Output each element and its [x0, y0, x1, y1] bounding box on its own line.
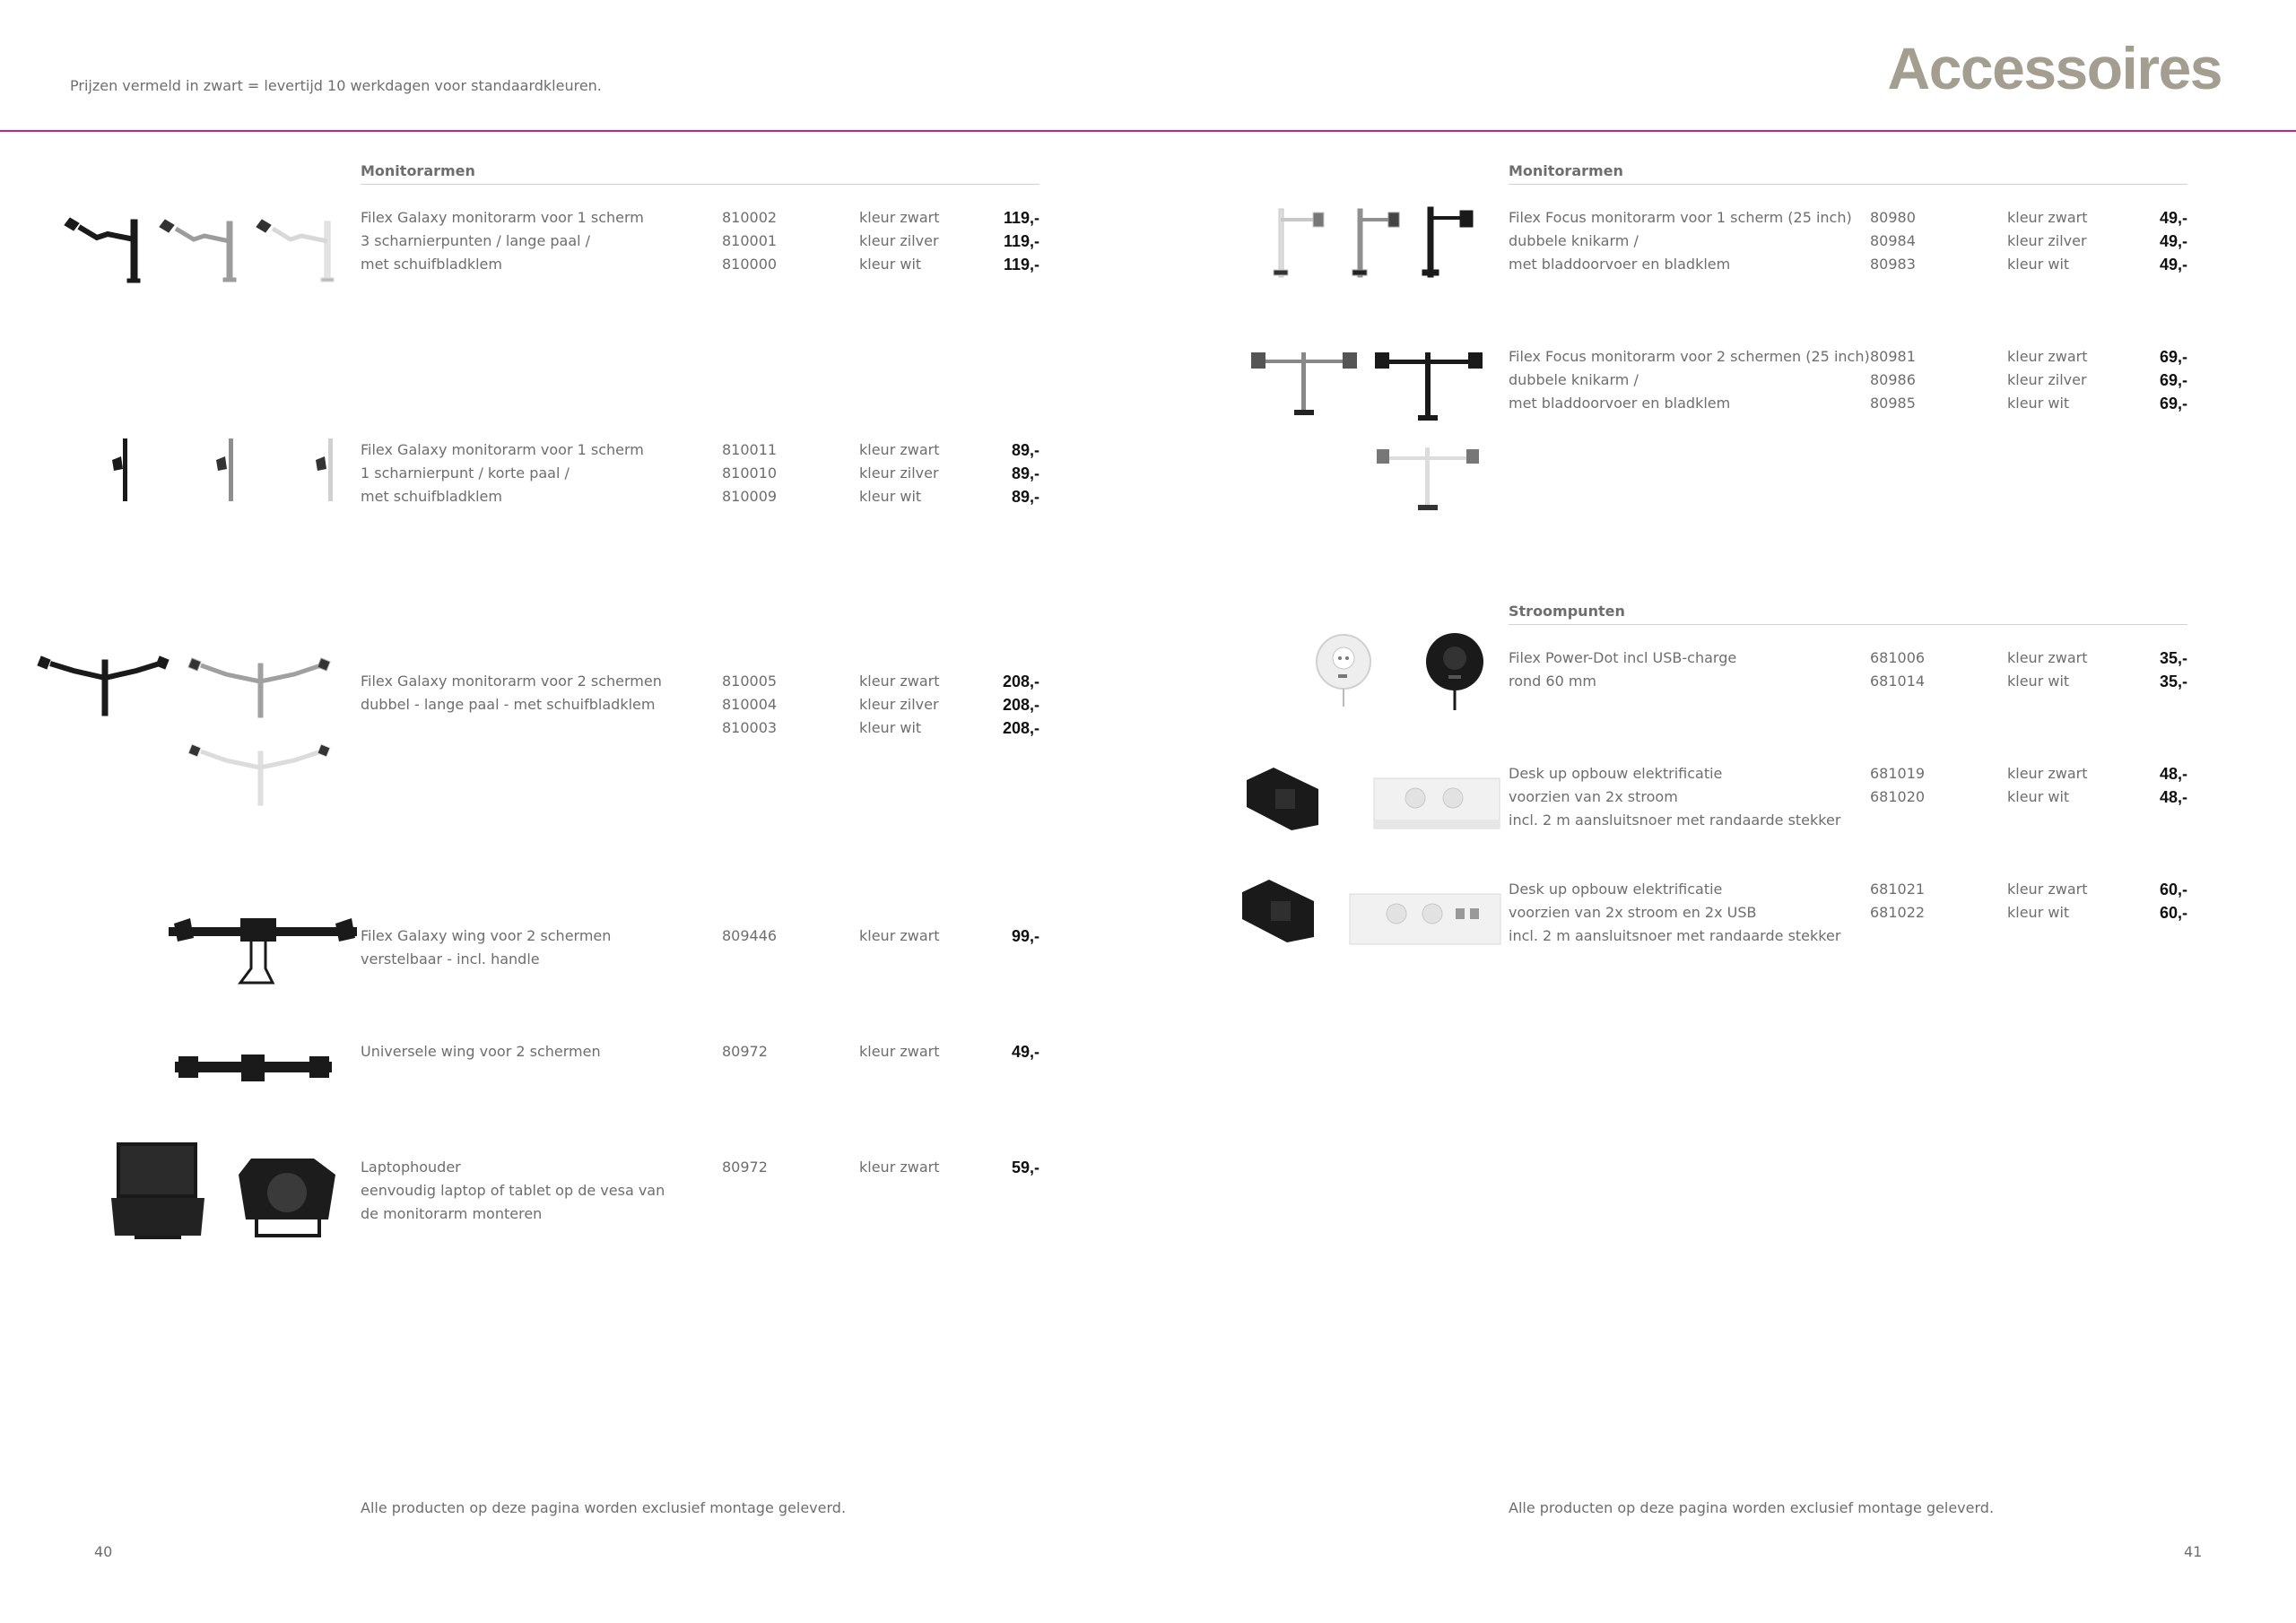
product-description: Filex Galaxy monitorarm voor 1 scherm [361, 441, 644, 458]
product-code: 80972 [722, 1043, 768, 1060]
product-description: met bladdoorvoer en bladklem [1509, 395, 1731, 412]
product-code: 80986 [1870, 371, 1916, 388]
wing-handle-image [169, 906, 357, 995]
product-color-column [859, 924, 940, 948]
product-price-column [950, 206, 1039, 276]
product-code: 681020 [1870, 788, 1926, 805]
universal-wing-image [175, 1051, 332, 1087]
price-note: Prijzen vermeld in zwart = levertijd 10 werkdagen voor standaardkleuren. [70, 77, 602, 94]
product-code-column [722, 1040, 768, 1063]
product-price-column [2098, 878, 2187, 924]
product-color-column [2007, 878, 2088, 924]
product-description: incl. 2 m aansluitsnoer met randaarde stekker [1509, 927, 1841, 944]
product-price: 49,- [1011, 1043, 1039, 1061]
product-code-column [1870, 762, 1925, 809]
product-code-column [1870, 878, 1925, 924]
product-price-column [2098, 647, 2187, 693]
product-color: kleur wit [2007, 788, 2070, 805]
product-description: eenvoudig laptop of tablet op de vesa van [361, 1182, 665, 1199]
product-color: kleur wit [2007, 673, 2070, 690]
monitor-arm-image [63, 211, 341, 287]
product-code: 681021 [1870, 881, 1926, 898]
product-color: kleur zwart [2007, 649, 2088, 666]
product-code: 810005 [722, 673, 778, 690]
product-code: 681006 [1870, 649, 1926, 666]
product-description: incl. 2 m aansluitsnoer met randaarde stekker [1509, 812, 1841, 829]
product-color: kleur zilver [859, 464, 939, 482]
product-color: kleur zwart [2007, 881, 2088, 898]
product-description: 3 scharnierpunten / lange paal / [361, 232, 591, 249]
product-description-column [1509, 647, 1736, 693]
product-color-column [2007, 206, 2088, 276]
focus-dual-arm-image [1242, 345, 1484, 525]
product-price-column [2098, 206, 2187, 276]
product-price-column [2098, 762, 2187, 809]
footer-note-right: Alle producten op deze pagina worden exclusief montage geleverd. [1509, 1499, 1995, 1516]
product-code-column [1870, 206, 1916, 276]
product-color-column [2007, 345, 2088, 415]
product-price: 59,- [1011, 1159, 1039, 1176]
product-color: kleur zwart [2007, 209, 2088, 226]
product-description-column [361, 206, 644, 276]
product-description: voorzien van 2x stroom [1509, 788, 1678, 805]
product-code-column [1870, 345, 1916, 415]
product-price: 119,- [1003, 232, 1039, 250]
product-color: kleur zwart [859, 1159, 940, 1176]
product-code-column [722, 924, 777, 948]
product-price: 35,- [2159, 673, 2187, 690]
product-price: 69,- [2159, 348, 2187, 366]
product-description: rond 60 mm [1509, 673, 1597, 690]
product-description: Filex Focus monitorarm voor 2 schermen (25 inch) [1509, 348, 1870, 365]
product-description: dubbele knikarm / [1509, 232, 1639, 249]
power-dot-image [1309, 628, 1489, 713]
product-description-column [361, 924, 611, 971]
page-title: Accessoires [1887, 35, 2222, 101]
product-color-column [859, 670, 940, 740]
product-code: 681019 [1870, 765, 1926, 782]
product-price-column [950, 924, 1039, 948]
product-price: 208,- [1002, 696, 1039, 714]
product-color: kleur wit [2007, 395, 2070, 412]
product-code: 80981 [1870, 348, 1916, 365]
product-color: kleur zwart [859, 673, 940, 690]
product-description-column [1509, 206, 1852, 276]
product-code: 810004 [722, 696, 778, 713]
page-number-right: 41 [2184, 1543, 2203, 1560]
product-price: 60,- [2159, 881, 2187, 898]
section-title-monitorarmen-left: Monitorarmen [361, 162, 1039, 185]
product-color-column [859, 1156, 940, 1179]
product-price: 49,- [2159, 256, 2187, 273]
product-description-column [1509, 345, 1870, 415]
product-description: Filex Power-Dot incl USB-charge [1509, 649, 1737, 666]
product-price-column [950, 670, 1039, 740]
product-description: Filex Galaxy monitorarm voor 1 scherm [361, 209, 644, 226]
product-color: kleur zwart [859, 927, 940, 944]
header-divider [0, 130, 2296, 132]
product-price-column [950, 1156, 1039, 1179]
product-color: kleur zilver [2007, 371, 2087, 388]
focus-arm-image [1265, 202, 1484, 282]
product-price: 69,- [2159, 371, 2187, 389]
section-title-stroompunten: Stroompunten [1509, 603, 2187, 625]
product-description: Filex Galaxy monitorarm voor 2 schermen [361, 673, 662, 690]
product-price: 49,- [2159, 232, 2187, 250]
product-code-column [1870, 647, 1925, 693]
product-price: 208,- [1002, 719, 1039, 737]
product-color-column [859, 438, 940, 508]
product-description-column [361, 1156, 665, 1226]
product-code: 80980 [1870, 209, 1916, 226]
desk-up-usb-image [1233, 874, 1502, 950]
product-code: 681022 [1870, 904, 1926, 921]
product-code: 810011 [722, 441, 778, 458]
product-price: 99,- [1011, 927, 1039, 945]
product-color: kleur wit [859, 488, 922, 505]
product-price: 89,- [1011, 464, 1039, 482]
product-price: 119,- [1003, 209, 1039, 227]
product-description-column [1509, 762, 1840, 832]
product-description: Filex Focus monitorarm voor 1 scherm (25 inch) [1509, 209, 1852, 226]
product-code-column [722, 670, 777, 740]
product-description: verstelbaar - incl. handle [361, 950, 540, 968]
product-color: kleur zilver [859, 696, 939, 713]
monitor-arm-short-image [103, 435, 336, 507]
product-description: Desk up opbouw elektrificatie [1509, 765, 1723, 782]
product-code-column [722, 1156, 768, 1179]
product-color-column [859, 1040, 940, 1063]
product-code: 80972 [722, 1159, 768, 1176]
product-price: 48,- [2159, 765, 2187, 783]
product-color-column [2007, 762, 2088, 809]
product-price: 89,- [1011, 441, 1039, 459]
product-color: kleur zwart [859, 441, 940, 458]
dual-monitor-arm-image [38, 653, 338, 814]
product-price: 49,- [2159, 209, 2187, 227]
footer-note-left: Alle producten op deze pagina worden exclusief montage geleverd. [361, 1499, 847, 1516]
product-description-column [361, 438, 644, 508]
product-price: 35,- [2159, 649, 2187, 667]
product-code-column [722, 206, 777, 276]
product-description-column [361, 670, 662, 716]
product-color: kleur zilver [859, 232, 939, 249]
product-color: kleur zwart [859, 1043, 940, 1060]
product-description: met schuifbladklem [361, 488, 502, 505]
product-code: 809446 [722, 927, 778, 944]
product-price-column [2098, 345, 2187, 415]
laptop-holder-image [108, 1139, 350, 1246]
product-code: 810010 [722, 464, 778, 482]
product-code: 810002 [722, 209, 778, 226]
desk-up-image [1238, 762, 1502, 838]
product-code: 681014 [1870, 673, 1926, 690]
product-price: 48,- [2159, 788, 2187, 806]
product-color: kleur zwart [2007, 348, 2088, 365]
product-description-column [1509, 878, 1840, 948]
product-color-column [2007, 647, 2088, 693]
product-price: 89,- [1011, 488, 1039, 506]
product-price: 60,- [2159, 904, 2187, 922]
product-description: Desk up opbouw elektrificatie [1509, 881, 1723, 898]
product-description: voorzien van 2x stroom en 2x USB [1509, 904, 1757, 921]
product-description: met schuifbladklem [361, 256, 502, 273]
product-code: 80985 [1870, 395, 1916, 412]
product-color: kleur zilver [2007, 232, 2087, 249]
product-description: Filex Galaxy wing voor 2 schermen [361, 927, 612, 944]
product-description: 1 scharnierpunt / korte paal / [361, 464, 570, 482]
product-color: kleur wit [2007, 256, 2070, 273]
product-color-column [859, 206, 940, 276]
product-code: 810003 [722, 719, 778, 736]
product-color: kleur zwart [2007, 765, 2088, 782]
product-color: kleur wit [859, 256, 922, 273]
product-price: 119,- [1003, 256, 1039, 273]
page-number-left: 40 [94, 1543, 113, 1560]
product-description: Universele wing voor 2 schermen [361, 1043, 601, 1060]
section-title-monitorarmen-right: Monitorarmen [1509, 162, 2187, 185]
product-price-column [950, 438, 1039, 508]
product-description: met bladdoorvoer en bladklem [1509, 256, 1731, 273]
product-description-column [361, 1040, 601, 1063]
product-code: 80983 [1870, 256, 1916, 273]
product-color: kleur wit [859, 719, 922, 736]
product-description: Laptophouder [361, 1159, 461, 1176]
product-code: 810001 [722, 232, 778, 249]
product-description: de monitorarm monteren [361, 1205, 543, 1222]
product-price-column [950, 1040, 1039, 1063]
product-code: 80984 [1870, 232, 1916, 249]
product-price: 208,- [1002, 673, 1039, 690]
product-color: kleur wit [2007, 904, 2070, 921]
product-code: 810009 [722, 488, 778, 505]
product-color: kleur zwart [859, 209, 940, 226]
product-code-column [722, 438, 777, 508]
product-code: 810000 [722, 256, 778, 273]
product-description: dubbel - lange paal - met schuifbladklem [361, 696, 656, 713]
product-description: dubbele knikarm / [1509, 371, 1639, 388]
product-price: 69,- [2159, 395, 2187, 412]
